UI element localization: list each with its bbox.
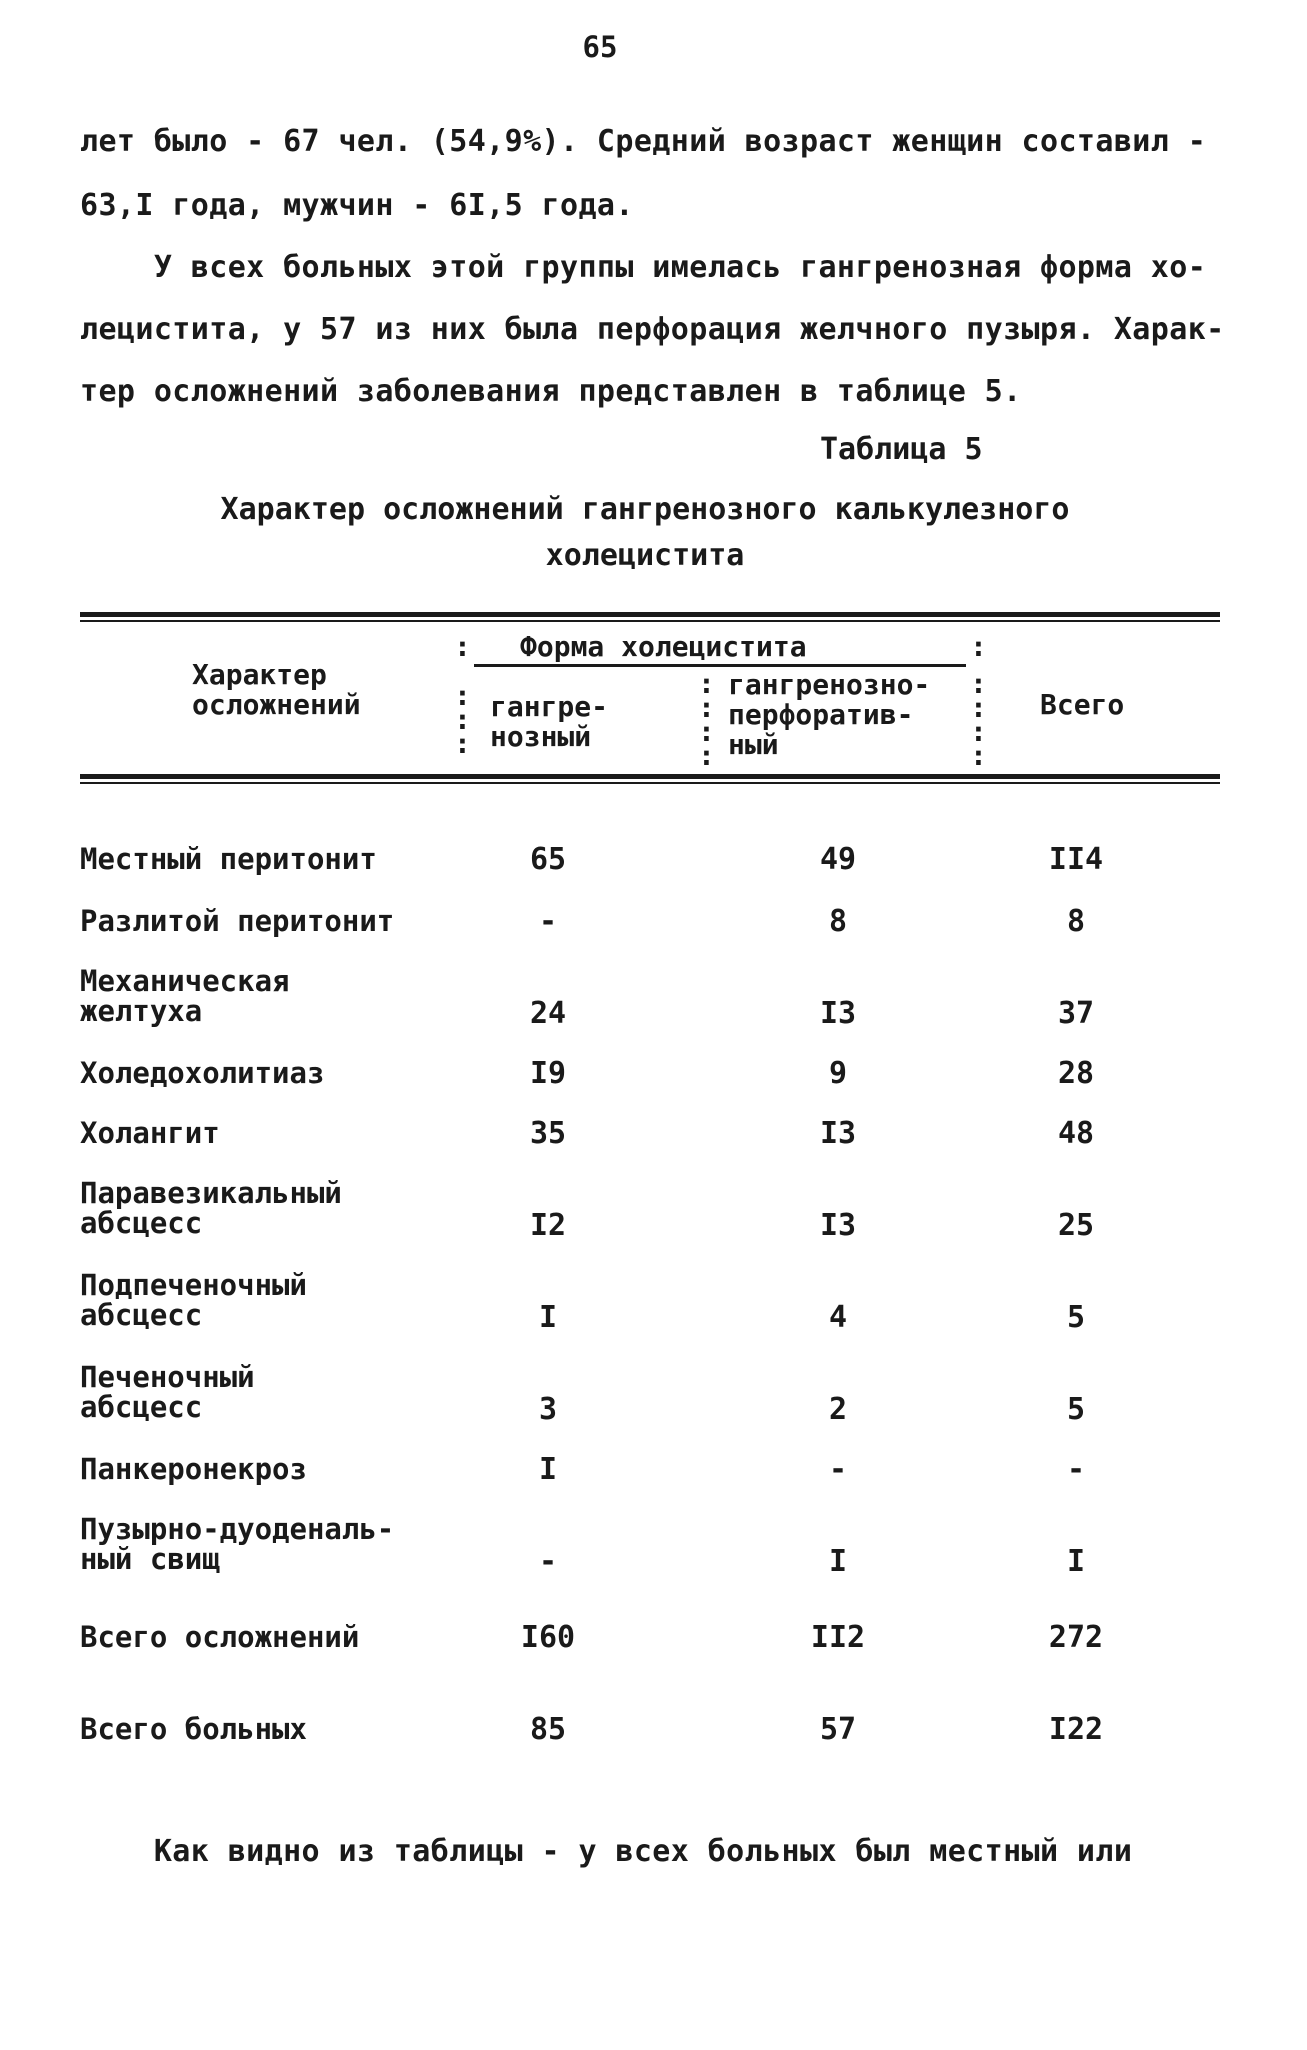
header-divider: : : :: [454, 679, 471, 760]
cell-total: 37: [1057, 996, 1095, 1031]
cell-total: -: [1066, 1452, 1086, 1487]
cell-total: II4: [1048, 842, 1104, 877]
header-col-total: Всего: [1040, 688, 1125, 721]
row-label: Разлитой перитонит: [80, 904, 395, 938]
cell-perforative: 4: [828, 1300, 848, 1335]
header-divider: :: [970, 630, 987, 663]
cell-perforative: 2: [828, 1392, 848, 1427]
cell-total: 5: [1066, 1392, 1086, 1427]
paragraph-line: 63,I года, мужчин - 6I,5 года.: [80, 188, 634, 223]
header-col-perforative: гангренозно- перфоратив- ный: [728, 668, 931, 761]
cell-total: 25: [1057, 1208, 1095, 1243]
table-title-line: холецистита: [545, 538, 745, 573]
cell-gangrenous: -: [538, 1544, 558, 1579]
cell-gangrenous: -: [538, 904, 558, 939]
row-label: Местный перитонит: [80, 842, 377, 876]
row-label: Подпеченочный абсцесс: [80, 1268, 307, 1332]
row-label: Холангит: [80, 1116, 220, 1150]
cell-gangrenous: I: [538, 1300, 558, 1335]
header-group-underline: [474, 664, 966, 667]
header-col-gangrenous: гангре- нозный: [490, 690, 609, 753]
header-row-label: Характер осложнений: [192, 658, 361, 721]
paragraph-line: лецистита, у 57 из них была перфорация желчного пузыря. Харак-: [80, 312, 1225, 347]
cell-total: 28: [1057, 1056, 1095, 1091]
header-divider: :: [454, 630, 471, 663]
cell-total: 272: [1048, 1620, 1104, 1655]
cell-gangrenous: 3: [538, 1392, 558, 1427]
paragraph-line: лет было - 67 чел. (54,9%). Средний возраст женщин составил -: [80, 124, 1207, 159]
cell-total: 48: [1057, 1116, 1095, 1151]
cell-total: 5: [1066, 1300, 1086, 1335]
cell-total: I: [1066, 1544, 1086, 1579]
header-divider: : : : :: [970, 667, 987, 772]
cell-perforative: 49: [819, 842, 857, 877]
row-label: Холедохолитиаз: [80, 1056, 325, 1090]
cell-perforative: 57: [819, 1712, 857, 1747]
table-header-rule-thin: [80, 782, 1220, 784]
cell-perforative: I3: [819, 1208, 857, 1243]
table-header-rule: [80, 774, 1220, 779]
table-top-rule-thin: [80, 620, 1220, 622]
cell-gangrenous: I: [538, 1452, 558, 1487]
cell-perforative: I3: [819, 996, 857, 1031]
cell-total: 8: [1066, 904, 1086, 939]
row-label: Панкеронекроз: [80, 1452, 307, 1486]
row-label: Механическая желтуха: [80, 964, 290, 1028]
closing-paragraph-line: Как видно из таблицы - у всех больных был местный или: [80, 1834, 1133, 1869]
cell-perforative: 9: [828, 1056, 848, 1091]
cell-perforative: I: [828, 1544, 848, 1579]
row-label: Паравезикальный абсцесс: [80, 1176, 342, 1240]
row-label: Печеночный абсцесс: [80, 1360, 255, 1424]
header-divider: : : : :: [698, 667, 715, 772]
cell-gangrenous: 35: [529, 1116, 567, 1151]
cell-gangrenous: I2: [529, 1208, 567, 1243]
cell-gangrenous: I9: [529, 1056, 567, 1091]
cell-perforative: -: [828, 1452, 848, 1487]
row-label: Всего больных: [80, 1712, 307, 1746]
cell-gangrenous: I60: [520, 1620, 576, 1655]
table-title-line: Характер осложнений гангренозного калькулезного: [220, 492, 1070, 527]
cell-perforative: 8: [828, 904, 848, 939]
paragraph-line: тер осложнений заболевания представлен в таблице 5.: [80, 374, 1022, 409]
cell-gangrenous: 65: [529, 842, 567, 877]
cell-total: I22: [1048, 1712, 1104, 1747]
cell-gangrenous: 85: [529, 1712, 567, 1747]
header-group-label: Форма холецистита: [520, 630, 807, 663]
paragraph-line: У всех больных этой группы имелась гангренозная форма хо-: [80, 250, 1207, 285]
table-top-rule: [80, 612, 1220, 617]
cell-perforative: I3: [819, 1116, 857, 1151]
cell-gangrenous: 24: [529, 996, 567, 1031]
cell-perforative: II2: [810, 1620, 866, 1655]
row-label: Всего осложнений: [80, 1620, 360, 1654]
row-label: Пузырно-дуоденаль- ный свищ: [80, 1512, 395, 1576]
page-number: 65: [582, 30, 618, 64]
table-label: Таблица 5: [820, 432, 983, 467]
